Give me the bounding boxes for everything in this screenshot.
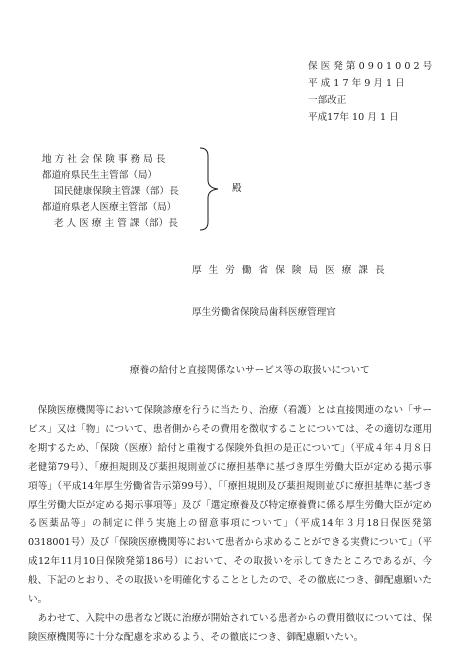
- body-paragraph: 保険医療機関等において保険診療を行うに当たり、治療（看護）とは直接関連のない「サービス」又は「物」について、患者側からその費用を徴収することについては、その適切な運用を期するため、「保険（医療）給付と重複する保険外負担の是正について」（平成４年４月８日老健第79号）、「療担規則及び薬担規則並びに療担基準に基づき厚生労働大臣が定める掲示事項等」（平成14年厚生労働省告示第99号）、「「療担規則及び薬担規則並びに療担基準に基づき厚生労働大臣が定める掲示事項等」及び「選定療養及び特定療養費に係る厚生労働大臣が定める医薬品等」の制定に伴う実施上の留意事項について」（平成14年３月18日保医発第0318001号）及び「保険医療機関等において患者から求めることができる実費について」（平成12年11月10日保険発第186号）において、その取扱いを示してきたところであるが、今般、下記のとおり、その取扱いを明確化することとしたので、その徹底につき、御配慮願いたい。: [28, 405, 432, 606]
- addressee: 都道府県老人医療主管部（局）: [42, 202, 177, 213]
- addressee-list: [42, 153, 179, 233]
- addressee: 地 方 社 会 保 険 事 務 局 長: [42, 154, 166, 165]
- issue-date: 平 成 1 7 年 9 月 1 日: [308, 78, 405, 89]
- addressee: 都道府県民生主管部（局）: [42, 170, 158, 181]
- document-title: 療養の給付と直接関係ないサービス等の取扱いについて: [130, 365, 370, 376]
- revision-note: 一部改正: [308, 95, 347, 106]
- sender-name: 厚 生 労 働 省 保 険 局 医 療 課 長: [192, 265, 387, 276]
- document-body: [28, 402, 432, 648]
- curly-brace-icon: [196, 146, 226, 232]
- revision-date: 平成17年 10 月 1 日: [308, 112, 399, 123]
- addressee: 老 人 医 療 主 管 課（部）長: [54, 218, 178, 229]
- sender-name: 厚生労働省保険局歯科医療管理官: [192, 307, 336, 318]
- document-reference-block: [308, 60, 432, 128]
- body-paragraph: あわせて、入院中の患者など既に治療が開始されている患者からの費用徴収については、保険医療機関等に十分な配慮を求めるよう、その徹底につき、御配慮願いたい。: [28, 612, 432, 643]
- honorific: 殿: [232, 183, 242, 194]
- document-number: 保 医 発 第 0 9 0 1 0 0 2 号: [308, 61, 433, 72]
- addressee: 国民健康保険主管課（部）長: [54, 186, 179, 197]
